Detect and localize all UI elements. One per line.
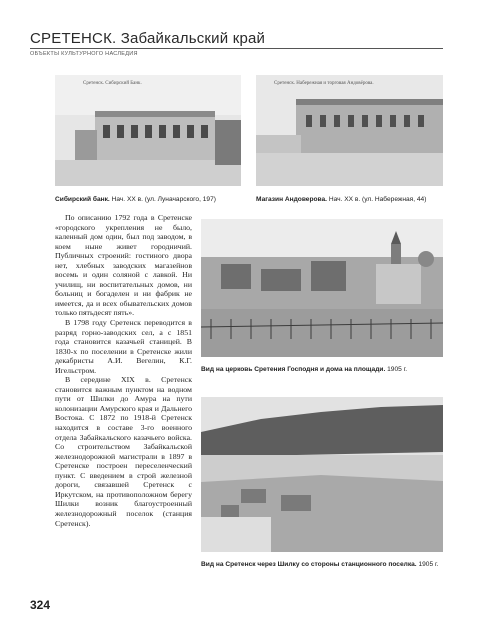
page-header-subtitle: ОБЪЕКТЫ КУЛЬТУРНОГО НАСЛЕДИЯ: [30, 51, 138, 57]
body-paragraph: По описанию 1792 года в Сретенске «городского укрепления не было, каленный дом один, был под заводом, в коем ныне живет городничий. Публичных строений: гостиного двора нет, хлебных заводских магазейнов восемь и один соляной с лавкой. Ни училищ, ни воспитательных домов, ни больниц и богаделен и ни фабрик не имеется, да и всех обывательских домов только пятьдесят пять».: [55, 213, 192, 318]
caption-church-text: 1905 г.: [385, 366, 408, 373]
body-paragraph: В 1798 году Сретенск переводится в разряд горно-заводских сел, а с 1851 года становится казачьей станицей. В 1830-х по поселении в Сретенске жили декабристы А.И. Вегелин, К.Г. Игельстром.: [55, 318, 192, 375]
page-number: 324: [30, 598, 51, 612]
caption-bank-title: Сибирский банк.: [55, 196, 110, 203]
photo-river-shilka: [201, 397, 443, 552]
caption-river-text: 1905 г.: [416, 561, 439, 568]
caption-andoverov-store: [256, 196, 446, 205]
body-paragraph: В середине XIX в. Сретенск становится важным пунктом на водном пути от Шилки до Амура на пути колонизации Амурского края и Дальнего Востока. С 1872 по 1918-й Сретенск находится в составе 3-го военного отдела Забайкальского казачьего войска. Со строительством Забайкальской железнодорожной магистрали в 1897 в Сретенске построен переселенческий пункт. С введением в строй железной дороги, связавшей Сретенск с Иркутском, на противоположном берегу Шилки возник благоустроенный железнодорожный поселок (станция Сретенск).: [55, 375, 192, 528]
header-divider: [30, 48, 443, 49]
photo-siberian-bank: [55, 75, 241, 186]
caption-river-shilka: [201, 561, 451, 570]
photo-andoverov-store: [256, 75, 443, 186]
caption-store-text: Нач. ХХ в. (ул. Набережная, 44): [327, 196, 427, 203]
caption-church-title: Вид на церковь Сретения Господня и дома на площади.: [201, 366, 386, 373]
caption-siberian-bank: [55, 196, 245, 205]
page-header-title: СРЕТЕНСК. Забайкальский край: [30, 30, 266, 47]
caption-bank-text: Нач. ХХ в. (ул. Луначарского, 197): [109, 196, 216, 203]
photo-church-square: [201, 219, 443, 357]
photo-store-label: Сретенск. Набережная и торговая Андовёрова.: [274, 81, 374, 86]
photo-bank-label: Сретенск. Сибирский Банк.: [83, 81, 142, 86]
caption-store-title: Магазин Андоверова.: [256, 196, 327, 203]
body-text-column: [55, 213, 192, 528]
caption-river-title: Вид на Сретенск через Шилку со стороны станционного поселка.: [201, 561, 417, 568]
caption-church-square: [201, 366, 446, 375]
